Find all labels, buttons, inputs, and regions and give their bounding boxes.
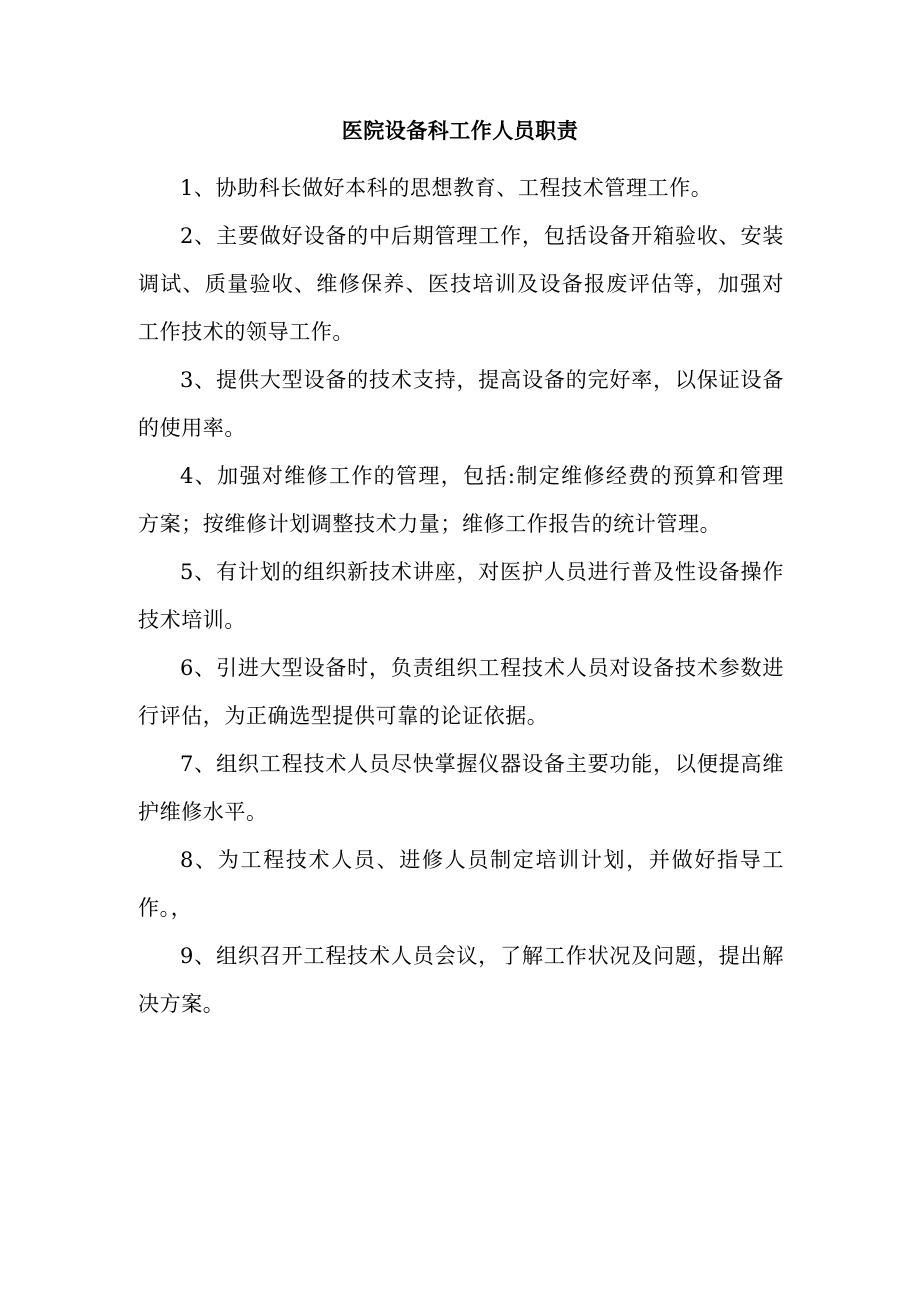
duty-item-2: 2、主要做好设备的中后期管理工作，包括设备开箱验收、安装调试、质量验收、维修保养、医技培训及设备报废评估等，加强对工作技术的领导工作。 (138, 224, 784, 344)
document-title: 医院设备科工作人员职责 (341, 118, 579, 143)
duty-item-5: 5、有计划的组织新技术讲座，对医护人员进行普及性设备操作技术培训。 (138, 560, 784, 632)
duty-item-1: 1、协助科长做好本科的思想教育、工程技术管理工作。 (180, 176, 713, 200)
document-body (138, 164, 784, 1028)
duty-item-4: 4、加强对维修工作的管理，包括:制定维修经费的预算和管理方案；按维修计划调整技术力量；维修工作报告的统计管理。 (138, 464, 784, 536)
duty-item-3: 3、提供大型设备的技术支持，提高设备的完好率，以保证设备的使用率。 (138, 368, 784, 440)
duty-item-7: 7、组织工程技术人员尽快掌握仪器设备主要功能，以便提高维护维修水平。 (138, 752, 784, 824)
duty-item-6: 6、引进大型设备时，负责组织工程技术人员对设备技术参数进行评估，为正确选型提供可靠的论证依据。 (138, 656, 784, 728)
duty-item-8: 8、为工程技术人员、进修人员制定培训计划，并做好指导工作。， (138, 848, 784, 920)
duty-item-9: 9、组织召开工程技术人员会议，了解工作状况及问题，提出解决方案。 (138, 944, 784, 1016)
